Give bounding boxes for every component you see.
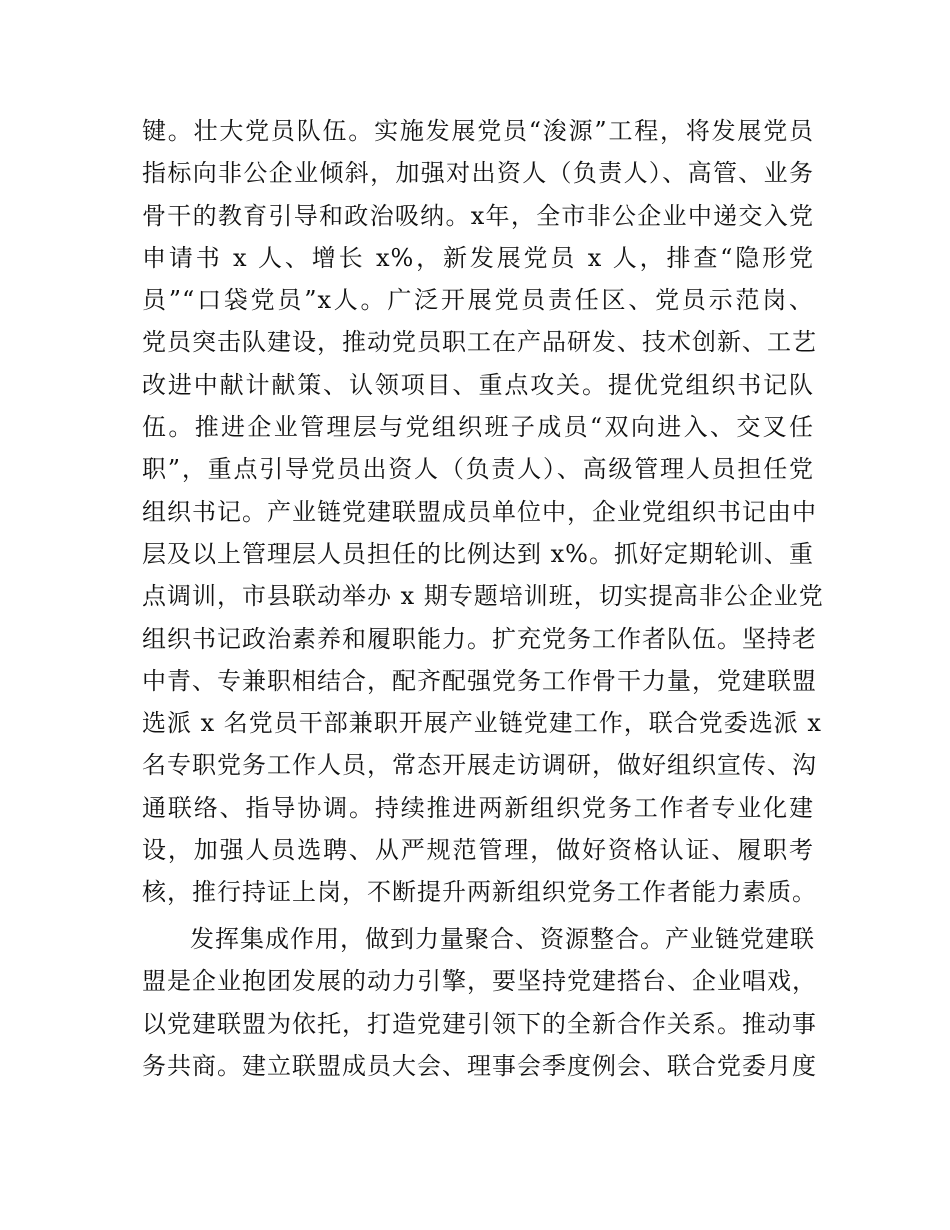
paragraph-2 [142,918,817,1087]
paragraph-line: 设，加强人员选聘、从严规范管理，做好资格认证、履职考 [142,836,814,865]
paragraph-line: 层及以上管理层人员担任的比例达到 x%。抓好定期轮训、重 [142,539,814,568]
paragraph-line: 改进中献计献策、认领项目、重点攻关。提优党组织书记队 [142,370,814,399]
paragraph-line: 名专职党务工作人员，常态开展走访调研，做好组织宣传、沟 [142,751,817,780]
paragraph-line: 点调训，市县联动举办 x 期专题培训班，切实提高非公企业党 [142,582,824,611]
paragraph-1 [142,110,824,914]
paragraph-line: 职”，重点引导党员出资人（负责人）、高级管理人员担任党 [142,455,814,484]
paragraph-line: 指标向非公企业倾斜，加强对出资人（负责人）、高管、业务 [142,159,814,188]
paragraph-line: 键。壮大党员队伍。实施发展党员“浚源”工程，将发展党员 [142,117,814,145]
paragraph-line: 伍。推进企业管理层与党组织班子成员“双向进入、交叉任 [142,413,814,442]
paragraph-line: 员”“口袋党员”x人。广泛开展党员责任区、党员示范岗、 [142,286,814,315]
paragraph-line: 核，推行持证上岗，不断提升两新组织党务工作者能力素质。 [142,878,817,907]
paragraph-line: 组织书记。产业链党建联盟成员单位中，企业党组织书记由中 [142,497,817,526]
paragraph-line: 申请书 x 人、增长 x%，新发展党员 x 人，排查“隐形党 [142,243,814,272]
paragraph-line: 务共商。建立联盟成员大会、理事会季度例会、联合党委月度 [142,1051,817,1080]
paragraph-line: 组织书记政治素养和履职能力。扩充党务工作者队伍。坚持老 [142,624,817,653]
paragraph-line: 党员突击队建设，推动党员职工在产品研发、技术创新、工艺 [142,328,817,357]
paragraph-line: 骨干的教育引导和政治吸纳。x年，全市非公企业中递交入党 [142,201,814,230]
paragraph-line: 通联络、指导协调。持续推进两新组织党务工作者专业化建 [142,793,814,822]
paragraph-line: 发挥集成作用，做到力量聚合、资源整合。产业链党建联 [190,925,815,953]
paragraph-line: 以党建联盟为依托，打造党建引领下的全新合作关系。推动事 [142,1009,817,1038]
paragraph-line: 盟是企业抱团发展的动力引擎，要坚持党建搭台、企业唱戏， [142,967,817,996]
paragraph-line: 中青、专兼职相结合，配齐配强党务工作骨干力量，党建联盟 [142,666,817,695]
paragraph-line: 选派 x 名党员干部兼职开展产业链党建工作，联合党委选派 x [142,709,822,738]
